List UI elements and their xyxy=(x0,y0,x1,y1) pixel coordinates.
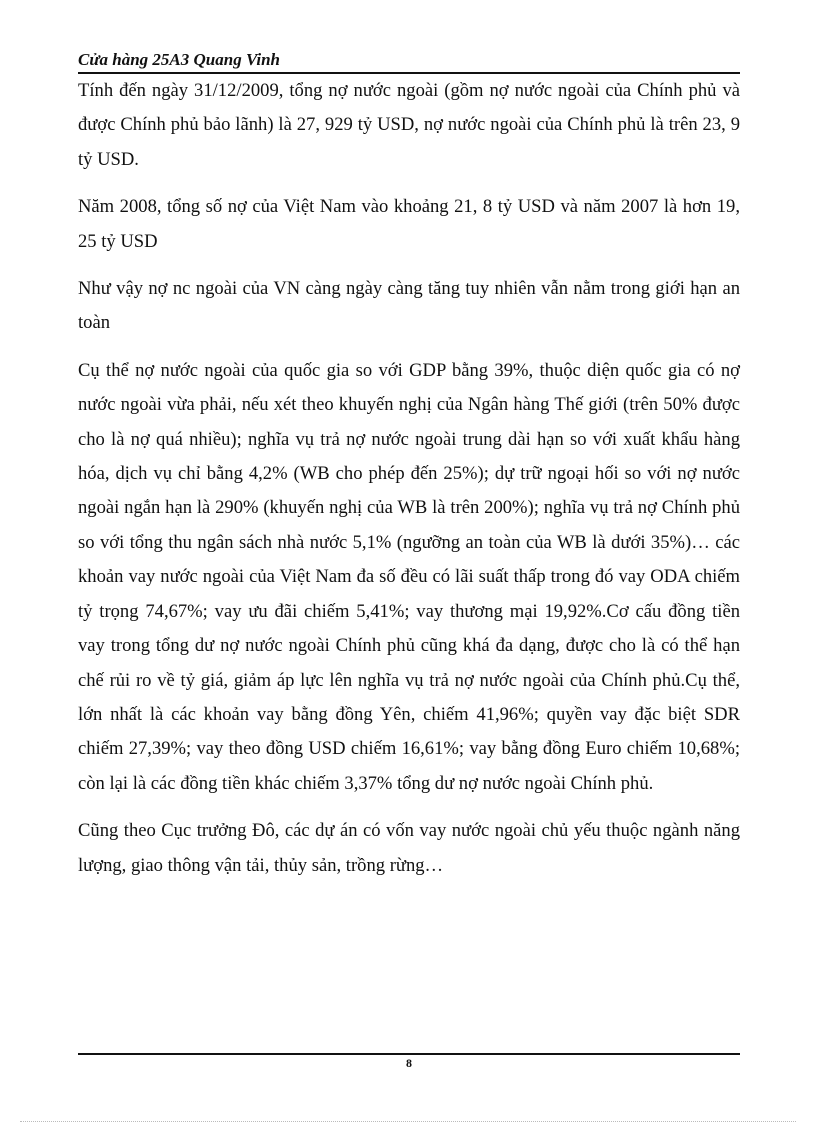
paragraph-debt-trend: Như vậy nợ nc ngoài của VN càng ngày càng tăng tuy nhiên vẫn nằm trong giới hạn an toàn xyxy=(78,278,740,334)
paragraph-debt-details: Cụ thể nợ nước ngoài của quốc gia so với GDP bằng 39%, thuộc diện quốc gia có nợ nước ngoài vừa phải, nếu xét theo khuyến nghị của Ngân hàng Thế giới (trên 50% được cho là nợ quá nhiều); nghĩa vụ trả nợ nước ngoài trung dài hạn so với xuất khẩu hàng hóa, dịch vụ chỉ bằng 4,2% (WB cho phép đến 25%); dự trữ ngoại hối so với nợ nước ngoài ngắn hạn là 290% (khuyến nghị của WB là trên 200%); nghĩa vụ trả nợ Chính phủ so với tổng thu ngân sách nhà nước 5,1% (ngưỡng an toàn của WB là dưới 35%)… các khoản vay nước ngoài của Việt Nam đa số đều có lãi suất thấp trong đó vay ODA chiếm tỷ trọng 74,67%; vay ưu đãi chiếm 5,41%; vay thương mại 19,92%.Cơ cấu đồng tiền vay trong tổng dư nợ nước ngoài Chính phủ cũng khá đa dạng, được cho là có thể hạn chế rủi ro về tỷ giá, giảm áp lực lên nghĩa vụ trả nợ nước ngoài của Chính phủ.Cụ thể, lớn nhất là các khoản vay bằng đồng Yên, chiếm 41,96%; quyền vay đặc biệt SDR chiếm 27,39%; vay theo đồng USD chiếm 16,61%; vay bằng đồng Euro chiếm 10,68%; còn lại là các đồng tiền khác chiếm 3,37% tổng dư nợ nước ngoài Chính phủ. xyxy=(78,359,740,794)
footer-divider xyxy=(78,1053,740,1055)
paragraph-debt-2009: Tính đến ngày 31/12/2009, tổng nợ nước ngoài (gồm nợ nước ngoài của Chính phủ và được Chính phủ bảo lãnh) là 27, 929 tỷ USD, nợ nước ngoài của Chính phủ là trên 23, 9 tỷ USD. xyxy=(78,80,740,170)
page-header xyxy=(78,48,740,74)
header-title: Cửa hàng 25A3 Quang Vinh xyxy=(78,50,280,69)
paragraph-debt-2008-2007: Năm 2008, tổng số nợ của Việt Nam vào khoảng 21, 8 tỷ USD và năm 2007 là hơn 19, 25 tỷ USD xyxy=(78,196,740,252)
document-body xyxy=(78,74,740,896)
page-number: 8 xyxy=(406,1056,412,1070)
page-bottom-edge xyxy=(20,1121,796,1122)
paragraph-project-sectors: Cũng theo Cục trưởng Đô, các dự án có vốn vay nước ngoài chủ yếu thuộc ngành năng lượng, giao thông vận tải, thủy sản, trồng rừng… xyxy=(78,820,740,876)
